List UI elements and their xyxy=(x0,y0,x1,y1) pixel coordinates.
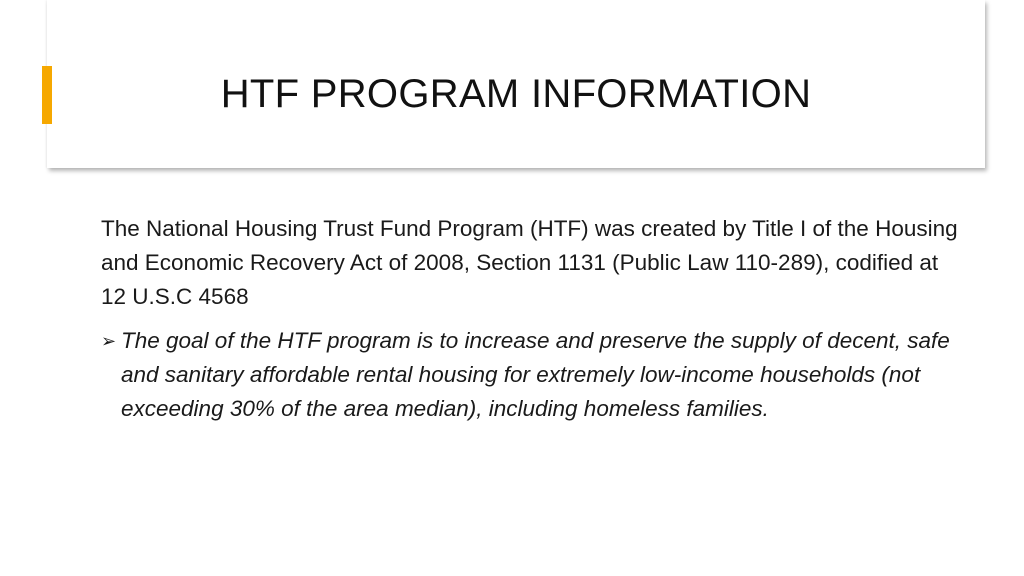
slide-body xyxy=(101,212,961,426)
intro-paragraph: The National Housing Trust Fund Program (HTF) was created by Title I of the Housing and Economic Recovery Act of 2008, Section 1131 (Public Law 110-289), codified at 12 U.S.C 4568 xyxy=(101,216,958,309)
bullet-text: The goal of the HTF program is to increase and preserve the supply of decent, safe and sanitary affordable rental housing for extremely low-income households (not exceeding 30% of the area median), including homeless families. xyxy=(121,328,950,421)
bullet-item xyxy=(101,324,961,426)
slide-title: HTF PROGRAM INFORMATION xyxy=(220,72,812,116)
arrowhead-bullet-icon: ➢ xyxy=(101,331,117,351)
